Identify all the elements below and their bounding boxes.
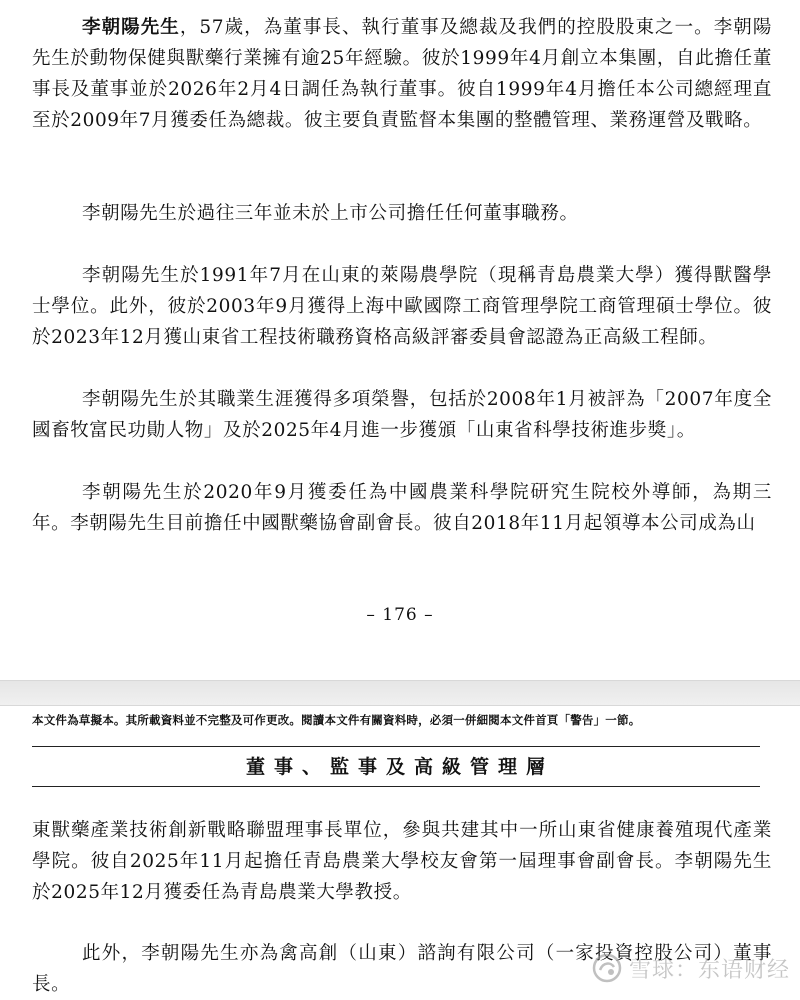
paragraph-intro-text: ，57歲，為董事長、執行董事及總裁及我們的控股股東之一。李朝陽先生於動物保健與獸藥行業擁有逾25年經驗。彼於1999年4月創立本集團，自此擔任董事長及董事並於2026年2月4日調任為執行董事。彼自1999年4月擔任本公司總經理直至於2009年7月獲委任為總裁。彼主要負責監督本集團的整體管理、業務運營及戰略。 [32,17,772,131]
page-break-gap [0,680,800,706]
paragraph-continued-positions: 東獸藥產業技術創新戰略聯盟理事長單位，參與共建其中一所山東省健康養殖現代產業學院。彼自2025年11月起擔任青島農業大學校友會第一屆理事會副會長。李朝陽先生於2025年12月獲委任為青島農業大學教授。 [32,820,772,903]
snowball-logo-icon [591,952,623,984]
section-header: 董事、監事及高級管理層 [245,756,554,778]
header-top-rule [32,746,760,747]
paragraph-other-roles: 此外，李朝陽先生亦為禽高創（山東）諮詢有限公司（一家投資控股公司）董事長。 [32,943,772,995]
page-number: – 176 – [366,605,434,625]
header-bottom-rule [32,786,760,787]
paragraph-education: 李朝陽先生於1991年7月在山東的萊陽農學院（現稱青島農業大學）獲得獸醫學士學位。此外，彼於2003年9月獲得上海中歐國際工商管理學院工商管理碩士學位。彼於2023年12月獲山東省工程技術職務資格高級評審委員會認證為正高級工程師。 [32,265,772,348]
paragraph-no-listed-directorships: 李朝陽先生於過往三年並未於上市公司擔任任何董事職務。 [82,203,579,224]
paragraph-biography-intro [32,12,772,136]
watermark-text: 雪球：东语财经 [628,957,790,983]
paragraph-honours: 李朝陽先生於其職業生涯獲得多項榮譽，包括於2008年1月被評為「2007年度全國畜牧富民功勛人物」及於2025年4月進一步獲頒「山東省科學技術進步獎」。 [32,389,772,441]
paragraph-positions: 李朝陽先生於2020年9月獲委任為中國農業科學院研究生院校外導師，為期三年。李朝陽先生目前擔任中國獸藥協會副會長。彼自2018年11月起領導本公司成為山 [32,482,772,534]
director-name: 李朝陽先生 [82,17,180,38]
watermark [591,952,790,984]
draft-notice: 本文件為草擬本。其所載資料並不完整及可作更改。閱讀本文件有關資料時，必須一併細閱本文件首頁「警告」一節。 [32,713,641,727]
